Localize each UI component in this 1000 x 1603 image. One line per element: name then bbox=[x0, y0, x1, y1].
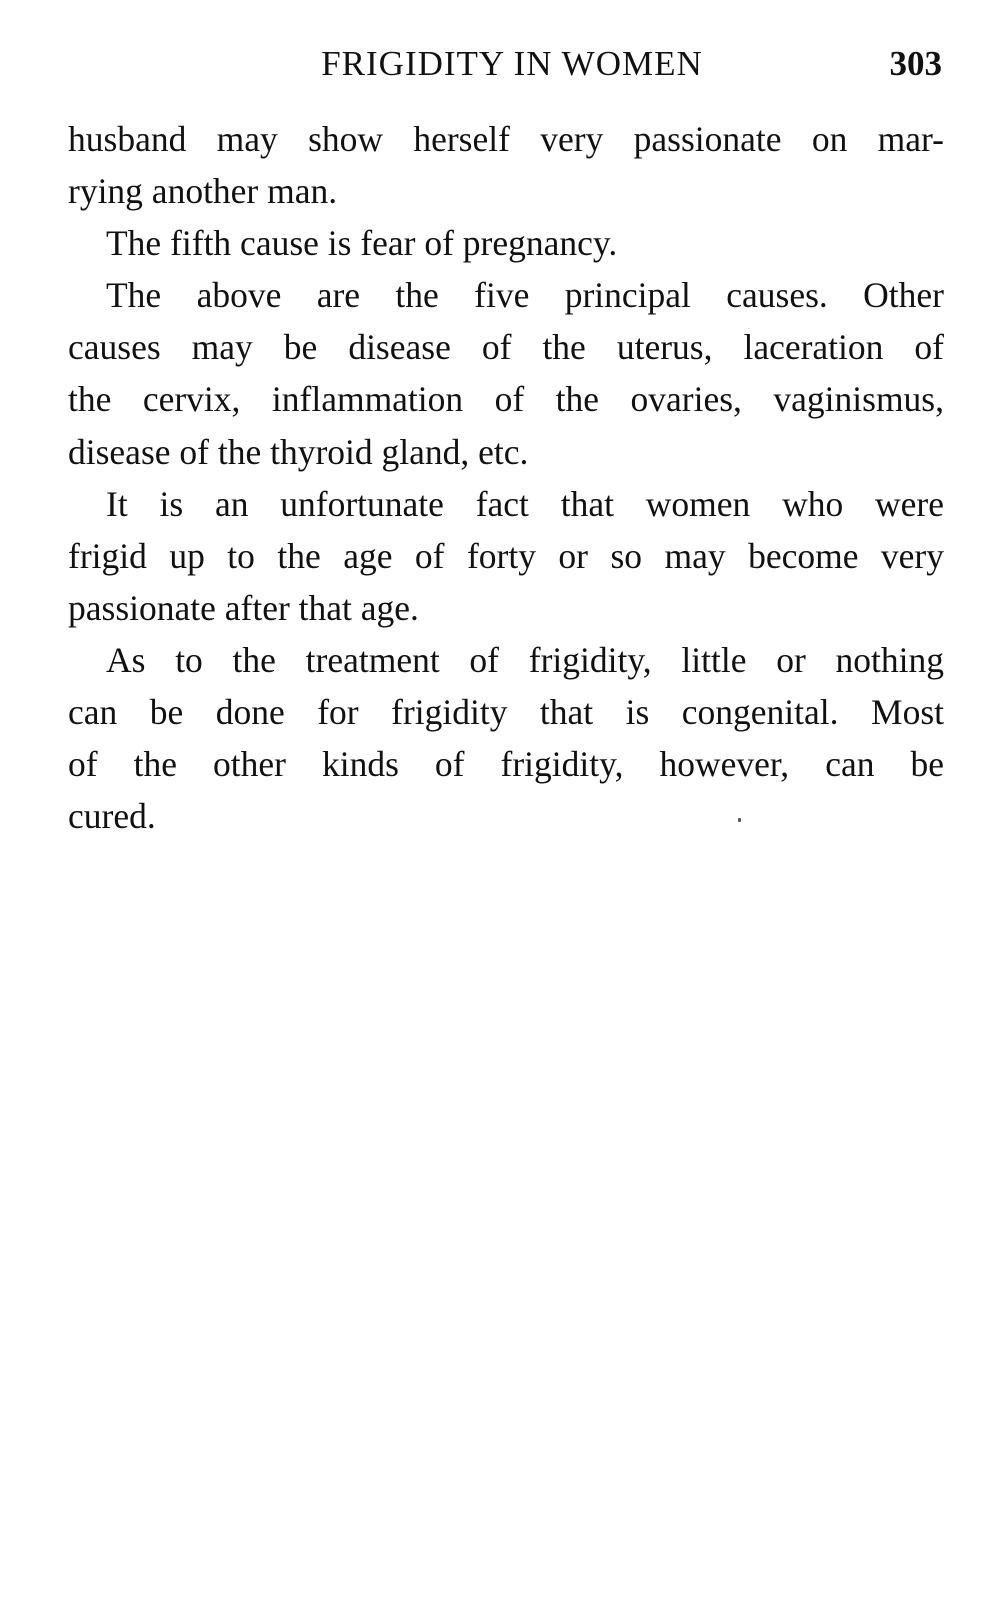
body-text bbox=[68, 113, 944, 842]
text-line: It is an unfortunate fact that women who were bbox=[106, 483, 944, 524]
text-line: The fifth cause is fear of pregnancy. bbox=[106, 223, 618, 264]
text-line: husband may show herself very passionate on mar- bbox=[68, 119, 944, 159]
text-line: frigid up to the age of forty or so may become very bbox=[68, 535, 944, 576]
page-number: 303 bbox=[889, 44, 942, 83]
text-line: disease of the thyroid gland, etc. bbox=[68, 431, 529, 472]
running-head bbox=[68, 38, 942, 90]
text-line: cured. bbox=[68, 796, 156, 837]
print-speck bbox=[738, 818, 741, 822]
text-line: causes may be disease of the uterus, laceration of bbox=[68, 327, 944, 368]
text-line: the cervix, inflammation of the ovaries, vaginismus, bbox=[68, 379, 944, 420]
text-line: of the other kinds of frigidity, however, can be bbox=[68, 744, 944, 785]
text-line: The above are the five principal causes. Other bbox=[106, 275, 944, 316]
text-line: rying another man. bbox=[68, 171, 338, 212]
running-title: FRIGIDITY IN WOMEN bbox=[321, 44, 703, 83]
text-line: can be done for frigidity that is congenital. Most bbox=[68, 692, 944, 733]
text-line: passionate after that age. bbox=[68, 587, 419, 628]
text-line: As to the treatment of frigidity, little or nothing bbox=[106, 639, 944, 680]
